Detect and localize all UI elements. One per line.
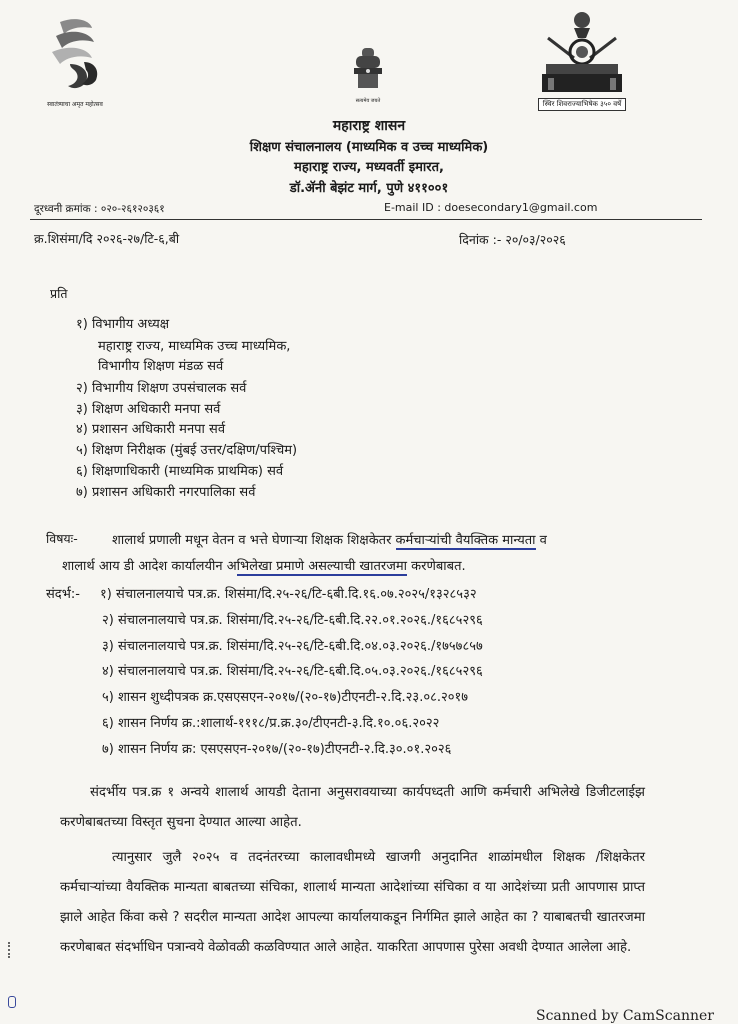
body-paragraph-2: त्यानुसार जुलै २०२५ व तदनंतरच्या कालावधीमध्ये खाजगी अनुदानित शाळांमधील शिक्षक /शिक्षकेतर कर्मचाऱ्यांच्या वैयक्तिक मान्यता बाबतच्या संचिका, शालार्थ मान्यता आदेशांच्या संचिका व या आदेशंच्या प्रती आपणास प्राप्त झाले आहेत किंवा कसे ? सदरील मान्यता आदेश आपल्या कार्यालयाकडून निर्गमित झाले आहेत का ? याबाबतची खातरजमा करणेबाबत संदर्भाधिन पत्रान्वये वेळोवळी कळविण्यात आले आहेत. याकरिता आपणास पुरेसा अवधी देण्यात आलेला आहे. <box>60 850 645 955</box>
phone-number: दूरध्वनी क्रमांक : ०२०-२६१२०३६१ <box>34 203 165 215</box>
margin-mark <box>8 942 13 958</box>
to-label: प्रति <box>50 286 68 301</box>
reference-6: ६) शासन निर्णय क्र.:शालार्थ-१११८/प्र.क्र.३०/टीएनटी-३.दि.१०.०६.२०२२ <box>102 716 440 731</box>
recipient-5: ५) शिक्षण निरीक्षक (मुंबई उत्तर/दक्षिण/पश्चिम) <box>76 443 298 458</box>
ashoka-emblem-icon <box>348 44 388 94</box>
shivrajyabhishek-seal-icon <box>538 8 626 96</box>
recipient-1-line2: महाराष्ट्र राज्य, माध्यमिक उच्च माध्यमिक, <box>98 339 291 354</box>
reference-7: ७) शासन निर्णय क्र: एसएसएन-२०१७/(२०-१७)टीएनटी-२.दि.३०.०१.२०२६ <box>102 742 452 757</box>
subject-line1-a: शालार्थ प्रणाली मधून वेतन व भत्ते घेणाऱ्या शिक्षक शिक्षकेतर <box>112 533 396 548</box>
right-logo-caption: स्थिर शिवराज्याभिषेक ३५० वर्षे <box>538 98 626 111</box>
recipient-4: ४) प्रशासन अधिकारी मनपा सर्व <box>76 422 226 437</box>
recipient-1-line3: विभागीय शिक्षण मंडळ सर्व <box>98 359 224 374</box>
reference-number: क्र.शिसंमा/दि २०२६-२७/टि-६,बी <box>34 231 180 246</box>
references-label: संदर्भ:- <box>46 587 80 602</box>
recipient-1: १) विभागीय अध्यक्ष <box>76 317 170 332</box>
subject-line2-c: करणेबाबत. <box>407 559 466 574</box>
left-logo-caption: स्वातंत्र्याचा अमृत महोत्सव <box>47 101 103 108</box>
subject-line2 <box>62 556 466 574</box>
reference-2: २) संचालनालयाचे पत्र.क्र. शिसंमा/दि.२५-२६/टि-६बी.दि.२२.०१.२०२६./१६८५२९६ <box>102 613 483 628</box>
recipient-3: ३) शिक्षण अधिकारी मनपा सर्व <box>76 402 221 417</box>
address-line1: महाराष्ट्र राज्य, मध्यवर्ती इमारत, <box>294 160 444 175</box>
amrit-mahotsav-logo-icon <box>30 14 120 94</box>
reference-3: ३) संचालनालयाचे पत्र.क्र. शिसंमा/दि.२५-२६/टि-६बी.दि.०४.०३.२०२६./१७५७८५७ <box>102 639 483 654</box>
body-paragraph-1: संदर्भीय पत्र.क्र १ अन्वये शालार्थ आयडी देताना अनुसरावयाच्या कार्यपध्दती आणि कर्मचारी अभिलेखे डिजीटलाईझ करणेबाबतच्या विस्तृत सुचना देण्यात आल्या आहेत. <box>60 785 645 830</box>
subject-underlined-2: भिलेखा प्रमाणे असल्याची खातरजमा <box>236 559 408 574</box>
address-line2: डॉ.ॲनी बेझंट मार्ग, पुणे ४११००१ <box>289 181 449 196</box>
govt-title: महाराष्ट्र शासन <box>332 118 406 134</box>
national-emblem <box>340 44 396 110</box>
emblem-caption: सत्यमेव जयते <box>355 98 381 104</box>
subject-line1 <box>112 530 547 548</box>
reference-1: १) संचालनालयाचे पत्र.क्र. शिसंमा/दि.२५-२६/टि-६बी.दि.१६.०७.२०२५/१३२८५३२ <box>100 587 477 602</box>
subject-line1-c: व <box>535 533 547 548</box>
subject-underlined-1: कर्मचाऱ्यांची वैयक्तिक मान्यता <box>395 533 536 548</box>
recipient-7: ७) प्रशासन अधिकारी नगरपालिका सर्व <box>76 485 256 500</box>
email-id: E-mail ID : doesecondary1@gmail.com <box>384 201 598 214</box>
header-divider <box>30 219 702 220</box>
scanner-watermark: Scanned by CamScanner <box>536 1008 714 1024</box>
directorate-title: शिक्षण संचालनालय (माध्यमिक व उच्च माध्यमिक) <box>249 140 489 155</box>
letter-date: दिनांक :- २०/०३/२०२६ <box>459 232 566 247</box>
subject-line2-a: शालार्थ आय डी आदेश कार्यालयीन अ <box>62 559 237 574</box>
recipient-6: ६) शिक्षणाधिकारी (माध्यमिक प्राथमिक) सर्व <box>76 464 284 479</box>
recipient-2: २) विभागीय शिक्षण उपसंचालक सर्व <box>76 381 247 396</box>
right-logo <box>538 8 626 112</box>
left-logo <box>30 14 120 114</box>
subject-label: विषयः- <box>46 531 78 546</box>
reference-5: ५) शासन शुध्दीपत्रक क्र.एसएसएन-२०१७/(२०-१७)टीएनटी-२.दि.२३.०८.२०१७ <box>102 690 469 705</box>
margin-mark-2 <box>8 996 16 1008</box>
reference-4: ४) संचालनालयाचे पत्र.क्र. शिसंमा/दि.२५-२६/टि-६बी.दि.०५.०३.२०२६./१६८५२९६ <box>102 664 483 679</box>
